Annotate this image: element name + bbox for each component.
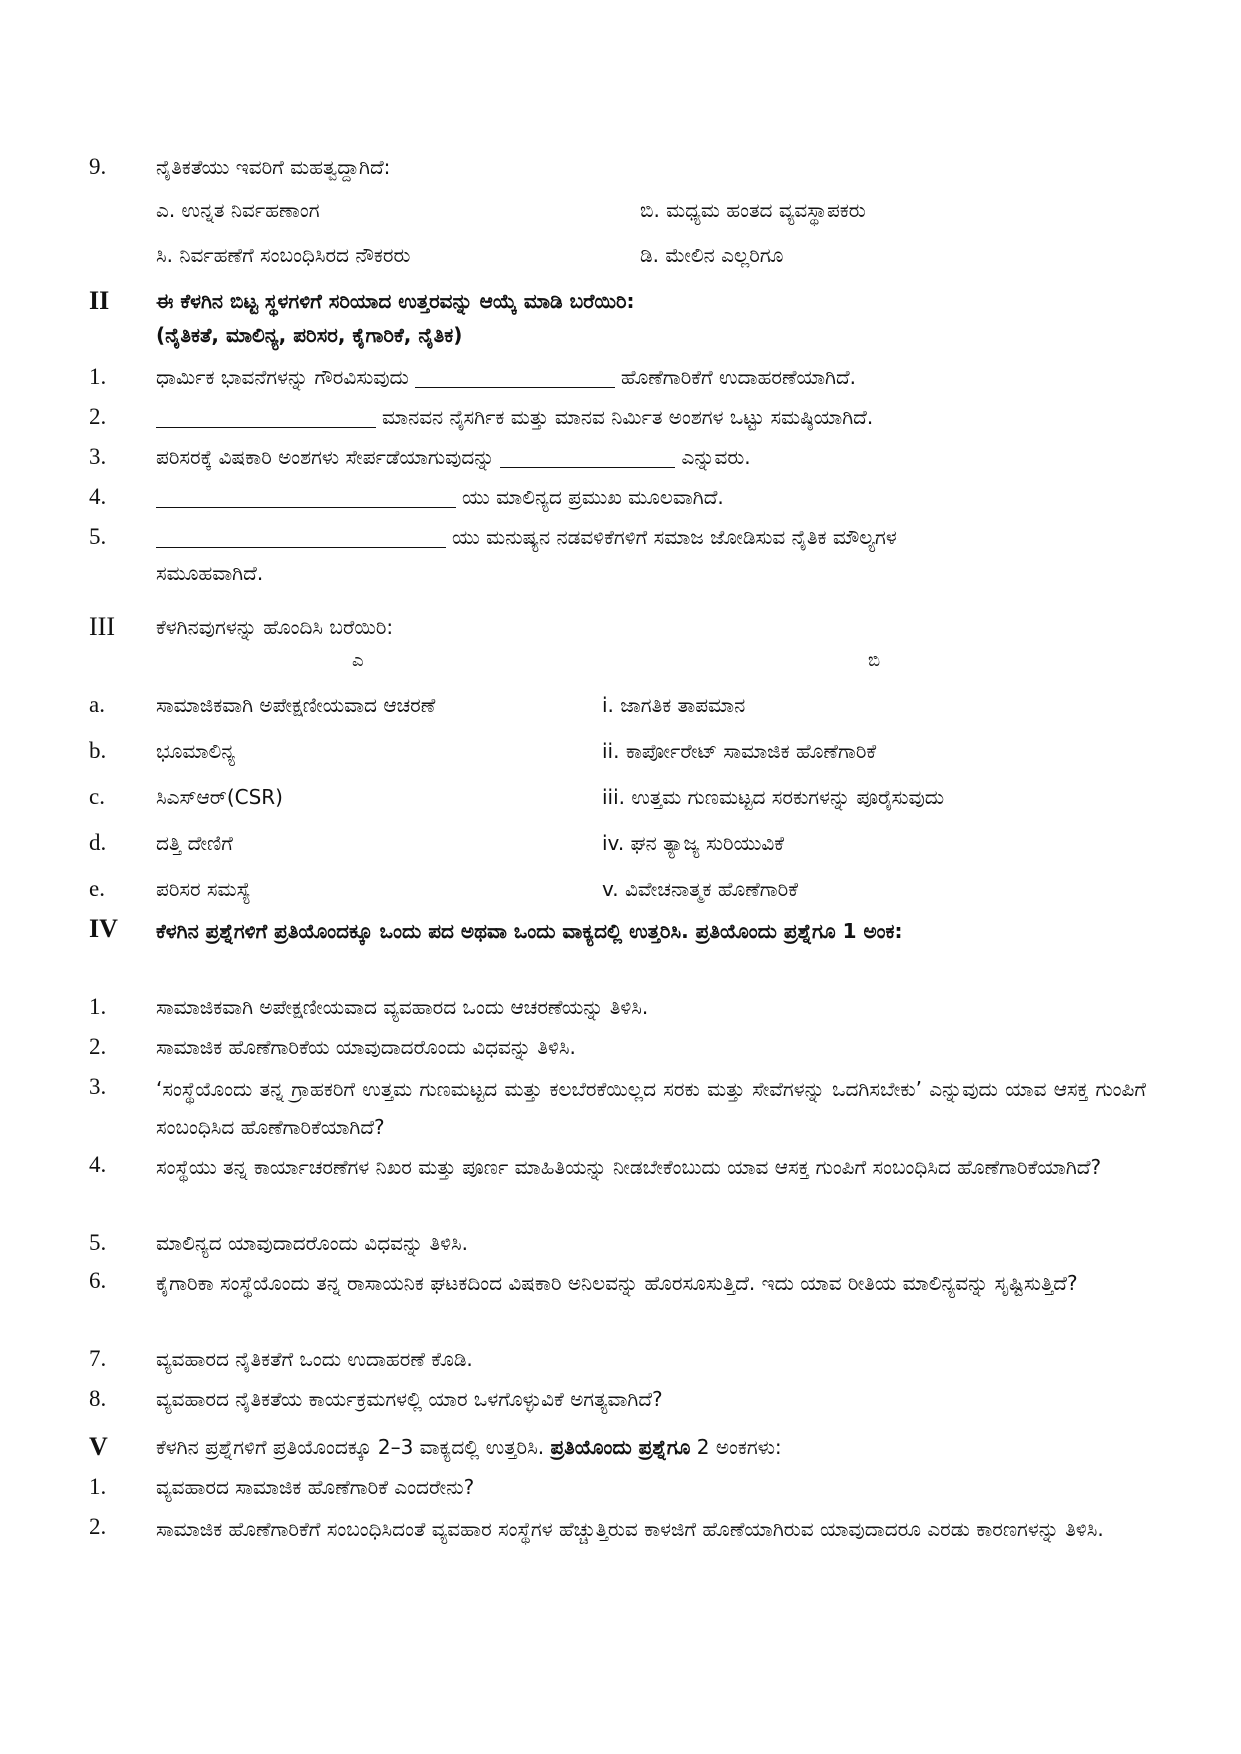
question-9-options-row-1 [0, 193, 1241, 227]
section-title: ಕೆಳಗಿನ ಪ್ರಶ್ನೆಗಳಿಗೆ ಪ್ರತಿಯೊಂದಕ್ಕೂ ಒಂದು ಪದ ಅಥವಾ ಒಂದು ವಾಕ್ಯದಲ್ಲಿ ಉತ್ತರಿಸಿ. ಪ್ರತಿಯೊಂದು ಪ್ರಶ್ನೆಗೂ 1 ಅಂಕ: [156, 919, 903, 943]
question-number: 9. [89, 154, 107, 179]
option-a: ಎ. ಉನ್ನತ ನಿರ್ವಹಣಾಂಗ [156, 198, 320, 222]
item-number: 4. [89, 1152, 107, 1177]
column-a-item: ಭೂಮಾಲಿನ್ಯ [156, 739, 236, 763]
question-4-1 [0, 990, 1241, 1024]
column-a-item: ಸಿಎಸ್‌ಆರ್(CSR) [156, 785, 283, 809]
match-row-a [0, 688, 1241, 722]
section-title [156, 1430, 1146, 1464]
question-text: ನೈತಿಕತೆಯು ಇವರಿಗೆ ಮಹತ್ವದ್ದಾಗಿದೆ: [156, 155, 391, 179]
answer-blank[interactable] [500, 443, 675, 468]
answer-blank[interactable] [156, 403, 376, 428]
row-letter: c. [89, 784, 105, 809]
item-text [156, 480, 1146, 514]
column-b-item: v. ವಿವೇಚನಾತ್ಮಕ ಹೊಣೆಗಾರಿಕೆ [602, 877, 799, 901]
fill-blank-3 [0, 440, 1241, 474]
text-after-blank: ಯು ಮಾಲಿನ್ಯದ ಪ್ರಮುಖ ಮೂಲವಾಗಿದೆ. [462, 485, 724, 509]
item-text-continued: ಸಮೂಹವಾಗಿದೆ. [156, 561, 264, 585]
question-4-8 [0, 1382, 1241, 1416]
item-number: 5. [89, 524, 107, 549]
column-b-item: i. ಜಾಗತಿಕ ತಾಪಮಾನ [602, 693, 746, 717]
answer-blank[interactable] [415, 363, 615, 388]
row-letter: a. [89, 692, 105, 717]
column-b-item: ii. ಕಾರ್ಪೋರೇಟ್ ಸಾಮಾಜಿಕ ಹೊಣೆಗಾರಿಕೆ [602, 739, 877, 763]
column-a-item: ದತ್ತಿ ದೇಣಿಗೆ [156, 831, 233, 855]
question-5-2 [0, 1510, 1241, 1586]
column-b-header: ಬಿ [868, 650, 881, 671]
item-text [156, 360, 1146, 394]
answer-blank[interactable] [156, 483, 456, 508]
word-choices: (ನೈತಿಕತೆ, ಮಾಲಿನ್ಯ, ಪರಿಸರ, ಕೈಗಾರಿಕೆ, ನೈತಿಕ) [156, 323, 463, 347]
section-2-heading [0, 284, 1241, 318]
item-text: ಸಾಮಾಜಿಕ ಹೊಣೆಗಾರಿಕೆಗೆ ಸಂಬಂಧಿಸಿದಂತೆ ವ್ಯವಹಾರ ಸಂಸ್ಥೆಗಳ ಹೆಚ್ಚುತ್ತಿರುವ ಕಾಳಜಿಗೆ ಹೊಣೆಯಾಗಿರುವ ಯಾವುದಾದರೂ ಎರಡು ಕಾರಣಗಳನ್ನು ತಿಳಿಸಿ. [156, 1517, 1104, 1541]
question-4-2 [0, 1030, 1241, 1064]
section-5-heading [0, 1430, 1241, 1464]
item-number: 2. [89, 1514, 107, 1539]
question-4-5 [0, 1226, 1241, 1260]
item-text: ಕೈಗಾರಿಕಾ ಸಂಸ್ಥೆಯೊಂದು ತನ್ನ ರಾಸಾಯನಿಕ ಘಟಕದಿಂದ ವಿಷಕಾರಿ ಅನಿಲವನ್ನು ಹೊರಸೂಸುತ್ತಿದೆ. ಇದು ಯಾವ ರೀತಿಯ ಮಾಲಿನ್ಯವನ್ನು ಸೃಷ್ಟಿಸುತ್ತಿದೆ? [156, 1271, 1078, 1295]
section-4-heading [0, 912, 1241, 992]
row-letter: b. [89, 738, 107, 763]
column-a-item: ಪರಿಸರ ಸಮಸ್ಯೆ [156, 877, 251, 901]
heading-marks: 2 ಅಂಕಗಳು: [696, 1435, 782, 1459]
column-b-item: iii. ಉತ್ತಮ ಗುಣಮಟ್ಟದ ಸರಕುಗಳನ್ನು ಪೂರೈಸುವುದು [602, 785, 945, 809]
match-row-b [0, 734, 1241, 768]
item-text: ವ್ಯವಹಾರದ ಸಾಮಾಜಿಕ ಹೊಣೆಗಾರಿಕೆ ಎಂದರೇನು? [156, 1475, 475, 1499]
item-text [156, 400, 1146, 434]
text-before-blank: ಪರಿಸರಕ್ಕೆ ವಿಷಕಾರಿ ಅಂಶಗಳು ಸೇರ್ಪಡೆಯಾಗುವುದನ್ನು [156, 445, 495, 469]
section-3-heading [0, 610, 1241, 644]
text-after-blank: ಮಾನವನ ನೈಸರ್ಗಿಕ ಮತ್ತು ಮಾನವ ನಿರ್ಮಿತ ಅಂಶಗಳ ಒಟ್ಟು ಸಮಷ್ಠಿಯಾಗಿದೆ. [382, 405, 874, 429]
text-after-blank: ಯು ಮನುಷ್ಯನ ನಡವಳಿಕೆಗಳಿಗೆ ಸಮಾಜ ಜೋಡಿಸುವ ನೈತಿಕ ಮೌಲ್ಯಗಳ [452, 525, 897, 549]
item-number: 8. [89, 1386, 107, 1411]
item-number: 1. [89, 364, 107, 389]
item-number: 5. [89, 1230, 107, 1255]
item-text: ವ್ಯವಹಾರದ ನೈತಿಕತೆಯ ಕಾರ್ಯಕ್ರಮಗಳಲ್ಲಿ ಯಾರ ಒಳಗೊಳ್ಳುವಿಕೆ ಅಗತ್ಯವಾಗಿದೆ? [156, 1387, 663, 1411]
row-letter: d. [89, 830, 107, 855]
section-number: V [89, 1432, 108, 1461]
question-4-3 [0, 1070, 1241, 1146]
item-number: 1. [89, 994, 107, 1019]
item-number: 3. [89, 444, 107, 469]
section-number: IV [89, 914, 118, 943]
heading-text: ಕೆಳಗಿನ ಪ್ರಶ್ನೆಗಳಿಗೆ ಪ್ರತಿಯೊಂದಕ್ಕೂ 2–3 ವಾಕ್ಯದಲ್ಲಿ ಉತ್ತರಿಸಿ. [156, 1435, 545, 1459]
item-number: 2. [89, 404, 107, 429]
fill-blank-5-continued [0, 556, 1241, 590]
section-number: III [89, 612, 115, 641]
text-after-blank: ಎನ್ನುವರು. [681, 445, 751, 469]
column-a-item: ಸಾಮಾಜಿಕವಾಗಿ ಅಪೇಕ್ಷಣೀಯವಾದ ಆಚರಣೆ [156, 693, 436, 717]
question-4-4 [0, 1148, 1241, 1224]
option-d: ಡಿ. ಮೇಲಿನ ಎಲ್ಲರಿಗೂ [640, 243, 784, 267]
option-b: ಬಿ. ಮಧ್ಯಮ ಹಂತದ ವ್ಯವಸ್ಥಾಪಕರು [640, 198, 866, 222]
item-number: 6. [89, 1268, 107, 1293]
text-before-blank: ಧಾರ್ಮಿಕ ಭಾವನೆಗಳನ್ನು ಗೌರವಿಸುವುದು [156, 365, 409, 389]
match-row-e [0, 872, 1241, 906]
item-text: ವ್ಯವಹಾರದ ನೈತಿಕತೆಗೆ ಒಂದು ಉದಾಹರಣೆ ಕೊಡಿ. [156, 1347, 473, 1371]
match-row-d [0, 826, 1241, 860]
item-number: 7. [89, 1346, 107, 1371]
item-text: ಸಂಸ್ಥೆಯು ತನ್ನ ಕಾರ್ಯಾಚರಣೆಗಳ ನಿಖರ ಮತ್ತು ಪೂರ್ಣ ಮಾಹಿತಿಯನ್ನು ನೀಡಬೇಕೆಂಬುದು ಯಾವ ಆಸಕ್ತ ಗುಂಪಿಗೆ ಸಂಬಂಧಿಸಿದ ಹೊಣೆಗಾರಿಕೆಯಾಗಿದೆ? [156, 1155, 1102, 1179]
text-after-blank: ಹೊಣೆಗಾರಿಕೆಗೆ ಉದಾಹರಣೆಯಾಗಿದೆ. [620, 365, 857, 389]
fill-blank-1 [0, 360, 1241, 394]
question-4-7 [0, 1342, 1241, 1376]
item-text: ಸಾಮಾಜಿಕ ಹೊಣೆಗಾರಿಕೆಯ ಯಾವುದಾದರೊಂದು ವಿಧವನ್ನು ತಿಳಿಸಿ. [156, 1035, 576, 1059]
item-text: ‘ಸಂಸ್ಥೆಯೊಂದು ತನ್ನ ಗ್ರಾಹಕರಿಗೆ ಉತ್ತಮ ಗುಣಮಟ್ಟದ ಮತ್ತು ಕಲಬೆರಕೆಯಿಲ್ಲದ ಸರಕು ಮತ್ತು ಸೇವೆಗಳನ್ನು ಒದಗಿಸಬೇಕು’ ಎನ್ನುವುದು ಯಾವ ಆಸಕ್ತ ಗುಂಪಿಗೆ ಸಂಬಂಧಿಸಿದ ಹೊಣೆಗಾರಿಕೆಯಾಗಿದೆ? [156, 1077, 1146, 1139]
question-5-1 [0, 1470, 1241, 1504]
question-9 [0, 150, 1241, 184]
match-row-c [0, 780, 1241, 814]
question-9-options-row-2 [0, 238, 1241, 272]
column-b-item: iv. ಘನ ತ್ಯಾಜ್ಯ ಸುರಿಯುವಿಕೆ [602, 831, 785, 855]
item-text: ಸಾಮಾಜಿಕವಾಗಿ ಅಪೇಕ್ಷಣೀಯವಾದ ವ್ಯವಹಾರದ ಒಂದು ಆಚರಣೆಯನ್ನು ತಿಳಿಸಿ. [156, 995, 649, 1019]
item-number: 1. [89, 1474, 107, 1499]
column-a-header: ಎ [352, 650, 364, 671]
item-text [156, 520, 1146, 554]
section-title: ಈ ಕೆಳಗಿನ ಬಿಟ್ಟ ಸ್ಥಳಗಳಿಗೆ ಸರಿಯಾದ ಉತ್ತರವನ್ನು ಆಯ್ಕೆ ಮಾಡಿ ಬರೆಯಿರಿ: [156, 289, 635, 313]
item-number: 4. [89, 484, 107, 509]
section-title: ಕೆಳಗಿನವುಗಳನ್ನು ಹೊಂದಿಸಿ ಬರೆಯಿರಿ: [156, 615, 394, 639]
row-letter: e. [89, 876, 105, 901]
item-text: ಮಾಲಿನ್ಯದ ಯಾವುದಾದರೊಂದು ವಿಧವನ್ನು ತಿಳಿಸಿ. [156, 1231, 468, 1255]
fill-blank-5 [0, 520, 1241, 554]
item-number: 2. [89, 1034, 107, 1059]
heading-emphasis: ಪ್ರತಿಯೊಂದು ಪ್ರಶ್ನೆಗೂ [550, 1435, 691, 1459]
section-2-choices [0, 318, 1241, 352]
fill-blank-2 [0, 400, 1241, 434]
section-number: II [89, 286, 110, 315]
answer-blank[interactable] [156, 523, 446, 548]
fill-blank-4 [0, 480, 1241, 514]
question-4-6 [0, 1264, 1241, 1340]
item-text [156, 440, 1146, 474]
item-number: 3. [89, 1074, 107, 1099]
option-c: ಸಿ. ನಿರ್ವಹಣೆಗೆ ಸಂಬಂಧಿಸಿರದ ನೌಕರರು [156, 243, 411, 267]
